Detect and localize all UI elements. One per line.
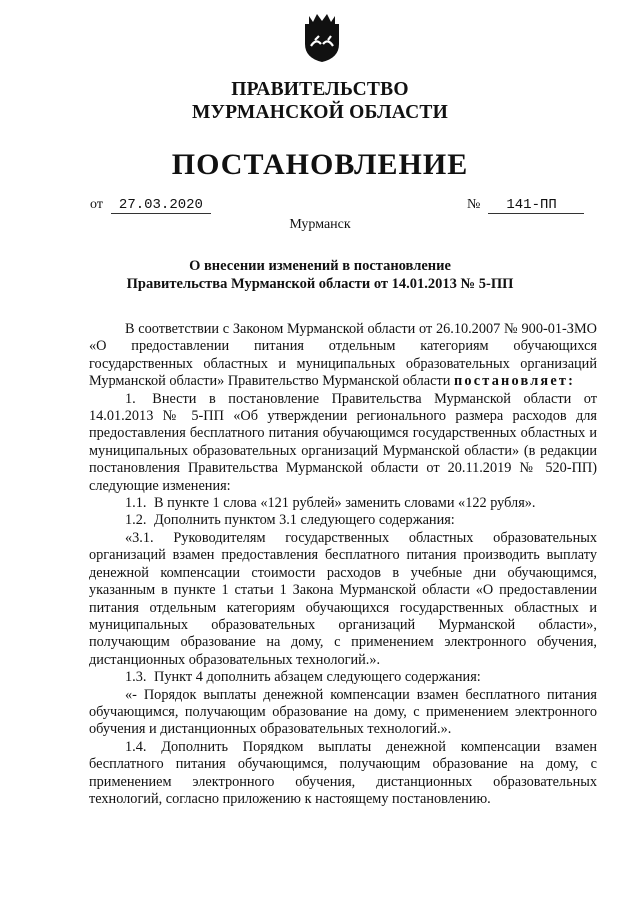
date-value: 27.03.2020 xyxy=(111,198,211,214)
item-1-3-number: 1.3. xyxy=(125,669,147,686)
item-1-1 xyxy=(89,495,597,512)
org-title-line1: ПРАВИТЕЛЬСТВО xyxy=(231,79,409,100)
item-1-1-text: В пункте 1 слова «121 рублей» заменить словами «122 рубля». xyxy=(154,495,536,512)
item-1-text: Внести в постановление Правительства Мурманской области от 14.01.2013 № 5-ПП «Об утверждении регионального размера расходов для предоставления бесплатного питания обучающимся государственных областных и муниципальных образовательных организаций Мурманской области» (в редакции постановления Правительства Мурманской области от 20.11.2019 № 520-ПП) следующие изменения: xyxy=(89,390,597,494)
item-1-2 xyxy=(89,512,597,529)
item-1-3-text: Пункт 4 дополнить абзацем следующего содержания: xyxy=(154,669,481,686)
item-1-number: 1. xyxy=(125,390,136,407)
item-1-2-text: Дополнить пунктом 3.1 следующего содержания: xyxy=(154,512,455,529)
date-prefix: от xyxy=(90,197,103,212)
item-3-1-quote: «3.1. Руководителям государственных областных образовательных организаций взамен предоставления бесплатного питания производить выплату денежной компенсации стоимости расходов в учебные дни обучающимся, указанным в пункте 1 статьи 1 Закона Мурманской области «О предоставлении питания отдельным категориям обучающихся государственных областных и муниципальных образовательных организаций Мурманской области», получающим образование на дому, с применением электронного обучения, дистанционных образовательных технологий.». xyxy=(89,529,597,668)
number-row xyxy=(467,197,584,214)
item-1 xyxy=(89,391,597,495)
date-row xyxy=(90,197,211,214)
number-value: 141-ПП xyxy=(488,198,584,214)
coat-of-arms-icon xyxy=(301,10,343,64)
city: Мурманск xyxy=(289,217,351,232)
org-title-line2: МУРМАНСКОЙ ОБЛАСТИ xyxy=(192,102,448,123)
item-1-4: 1.4. Дополнить Порядком выплаты денежной компенсации взамен бесплатного питания обучающимся, получающим образование на дому, с применением электронного обучения, дистанционных образовательных технологий, согласно приложению к настоящему постановлению. xyxy=(89,738,597,807)
intro-text: В соответствии с Законом Мурманской области от 26.10.2007 № 900-01-ЗМО «О предоставлении питания отдельным категориям обучающихся государственных областных и муниципальных образовательных организаций Мурманской области» Правительство Мурманской области xyxy=(89,321,597,390)
item-1-1-number: 1.1. xyxy=(125,495,147,512)
number-prefix: № xyxy=(467,197,481,212)
item-1-2-number: 1.2. xyxy=(125,512,147,529)
document-type: ПОСТАНОВЛЕНИЕ xyxy=(171,148,469,181)
intro-decree: постановляет: xyxy=(453,373,576,390)
intro-paragraph xyxy=(89,321,597,391)
subject-line1: О внесении изменений в постановление xyxy=(189,258,451,274)
document-body xyxy=(89,321,597,808)
item-4-quote: «- Порядок выплаты денежной компенсации взамен бесплатного питания обучающимся, получающим образование на дому, с применением электронного обучения и дистанционных образовательных технологий.». xyxy=(89,686,597,738)
item-1-3 xyxy=(89,669,597,686)
subject-line2: Правительства Мурманской области от 14.01.2013 № 5-ПП xyxy=(126,276,514,292)
